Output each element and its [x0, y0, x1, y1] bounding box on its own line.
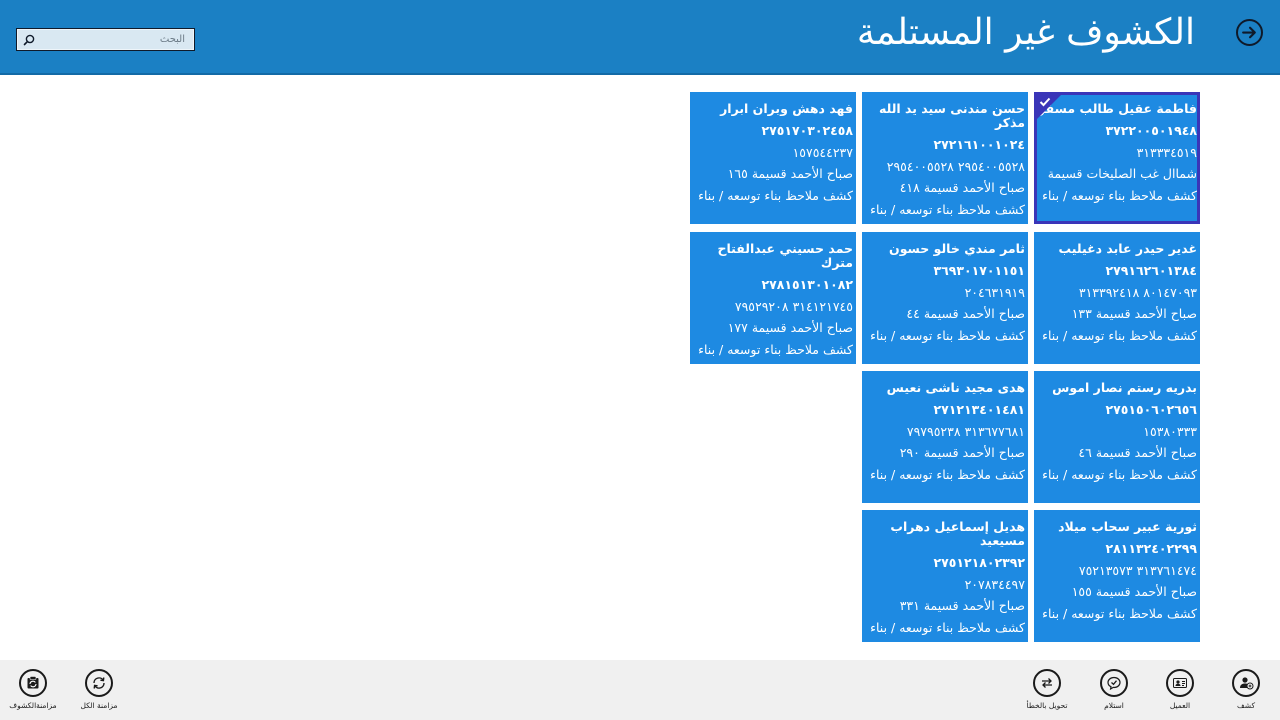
statement-tile[interactable] [690, 232, 856, 364]
statement-tile[interactable] [862, 371, 1028, 503]
tile-code: ٣٦٩٣٠١٧٠١١٥١ [933, 263, 1025, 278]
tile-phones: ٣١٣٦٧٧٦٨١ ٧٩٧٩٥٢٣٨ [906, 423, 1025, 439]
tile-code: ٢٧٨١٥١٣٠١٠٨٢ [761, 277, 853, 292]
button-circle [85, 669, 113, 697]
tile-code: ٢٧٥١٥٠٦٠٢٦٥٦ [1105, 402, 1197, 417]
button-label: العميل [1169, 701, 1191, 710]
tile-address: صباح الأحمد قسيمة ٤٦ [1078, 445, 1197, 460]
statement-tile[interactable] [1034, 232, 1200, 364]
button-circle [1232, 669, 1260, 697]
button-label: استلام [1104, 701, 1124, 710]
button-circle [19, 669, 47, 697]
tile-type: كشف ملاحظ بناء توسعه / بناء [1042, 466, 1197, 482]
button-circle [1033, 669, 1061, 697]
tile-address: صباح الأحمد قسيمة ١٦٥ [727, 166, 853, 181]
tile-type: كشف ملاحظ بناء توسعه / بناء [1042, 327, 1197, 343]
statement-tile[interactable] [1034, 92, 1200, 224]
button-label: كشف [1236, 701, 1256, 710]
sync-all-button[interactable] [67, 669, 131, 710]
tile-name: فهد دهش وبران ابرار [720, 102, 853, 116]
statement-tile[interactable] [1034, 371, 1200, 503]
tile-code: ٢٧١٢١٣٤٠١٤٨١ [933, 402, 1025, 417]
tile-code: ٢٧٩١٦٢٦٠١٣٨٤ [1105, 263, 1197, 278]
statement-tile[interactable] [862, 510, 1028, 642]
new-statement-button[interactable] [1214, 669, 1278, 710]
tile-phones: ٣١٣٣٣٤٥١٩ [1136, 144, 1197, 160]
tile-name: ثامر مندي خالو حسون [889, 242, 1025, 256]
tile-phones: ١٥٣٨٠٣٣٣ [1143, 423, 1197, 439]
tile-type: كشف ملاحظ بناء توسعه / بناء [870, 619, 1025, 635]
statement-tile[interactable] [1034, 510, 1200, 642]
tile-phones: ٣١٣٧٦١٤٧٤ ٧٥٢١٣٥٧٣ [1078, 562, 1197, 578]
tile-code: ٣٧٢٢٠٠٥٠١٩٤٨ [1105, 123, 1197, 138]
tile-address: شماال غب الصليخات قسيمة [1047, 166, 1197, 181]
receive-icon [1106, 675, 1122, 691]
statement-tile[interactable] [862, 232, 1028, 364]
tile-type: كشف ملاحظ بناء توسعه / بناء [698, 187, 853, 203]
tile-type: كشف ملاحظ بناء توسعه / بناء [870, 466, 1025, 482]
button-circle [1166, 669, 1194, 697]
tile-phones: ٣١٤١٢١٧٤٥ ٧٩٥٢٩٢٠٨ [734, 298, 853, 314]
tile-phones: ٢٠٤٦٣١٩١٩ [964, 284, 1025, 300]
tile-phones: ٨٠١٤٧٠٩٣ ٣١٣٣٩٢٤١٨ [1078, 284, 1197, 300]
sync-statements-icon [25, 675, 41, 691]
wrong-transfer-button[interactable] [1015, 669, 1079, 710]
app-bar [0, 660, 1280, 720]
statement-tile[interactable] [862, 92, 1028, 224]
button-circle [1100, 669, 1128, 697]
tile-name: هدى مجيد ناشى نعيس [886, 381, 1025, 395]
customer-button[interactable] [1148, 669, 1212, 710]
tile-address: صباح الأحمد قسيمة ١٧٧ [727, 320, 853, 335]
user-card-icon [1172, 675, 1188, 691]
tile-address: صباح الأحمد قسيمة ٣٣١ [899, 598, 1025, 613]
button-label: مزامنة الكل [80, 701, 118, 710]
tile-name: حسن مندنى سيد يد الله مذكر [879, 102, 1025, 130]
tile-code: ٢٧٥١٢١٨٠٢٣٩٢ [933, 555, 1025, 570]
sync-all-icon [91, 675, 107, 691]
tile-name: بدريه رستم نصار اموس [1052, 381, 1197, 395]
tile-phones: ١٥٧٥٤٤٢٣٧ [792, 144, 853, 160]
sync-statements-button[interactable] [1, 669, 65, 710]
tile-address: صباح الأحمد قسيمة ١٥٥ [1071, 584, 1197, 599]
tile-address: صباح الأحمد قسيمة ٢٩٠ [899, 445, 1025, 460]
tile-code: ٢٨١١٣٢٤٠٢٢٩٩ [1105, 541, 1197, 556]
user-add-icon [1238, 675, 1254, 691]
checkmark-icon [1039, 96, 1051, 108]
tile-phones: ٢٩٥٤٠٠٥٥٢٨ ٢٩٥٤٠٠٥٥٢٨ [886, 158, 1025, 174]
tile-code: ٢٧٥١٧٠٣٠٢٤٥٨ [761, 123, 853, 138]
tile-name: ثورية عبير سحاب ميلاد [1058, 520, 1197, 534]
swap-icon [1039, 675, 1055, 691]
page-title: الكشوف غير المستلمة [856, 12, 1195, 53]
tile-type: كشف ملاحظ بناء توسعه / بناء [1042, 187, 1197, 203]
tile-name: فاطمة عقيل طالب مسفر [1037, 102, 1197, 116]
tile-type: كشف ملاحظ بناء توسعه / بناء [698, 341, 853, 357]
selection-corner [1037, 95, 1061, 119]
tile-address: صباح الأحمد قسيمة ١٣٣ [1071, 306, 1197, 321]
button-label: تحويل بالخطأ [1026, 701, 1068, 710]
tile-address: صباح الأحمد قسيمة ٤٤ [906, 306, 1025, 321]
button-label: مزامنةالكشوف [9, 701, 57, 710]
tile-name: هديل إسماعيل دهراب مسيعيد [890, 520, 1025, 548]
tile-address: صباح الأحمد قسيمة ٤١٨ [899, 180, 1025, 195]
tile-type: كشف ملاحظ بناء توسعه / بناء [870, 201, 1025, 217]
receive-button[interactable] [1082, 669, 1146, 710]
tile-name: غدير حيدر عابد دغيليب [1058, 242, 1197, 256]
tile-name: حمد حسيني عبدالفتاح مترك [717, 242, 853, 270]
tile-phones: ٢٠٧٨٣٤٤٩٧ [964, 576, 1025, 592]
tile-type: كشف ملاحظ بناء توسعه / بناء [1042, 605, 1197, 621]
tile-code: ٢٧٢١٦١٠٠١٠٢٤ [933, 137, 1025, 152]
tile-type: كشف ملاحظ بناء توسعه / بناء [870, 327, 1025, 343]
statement-tile[interactable] [690, 92, 856, 224]
